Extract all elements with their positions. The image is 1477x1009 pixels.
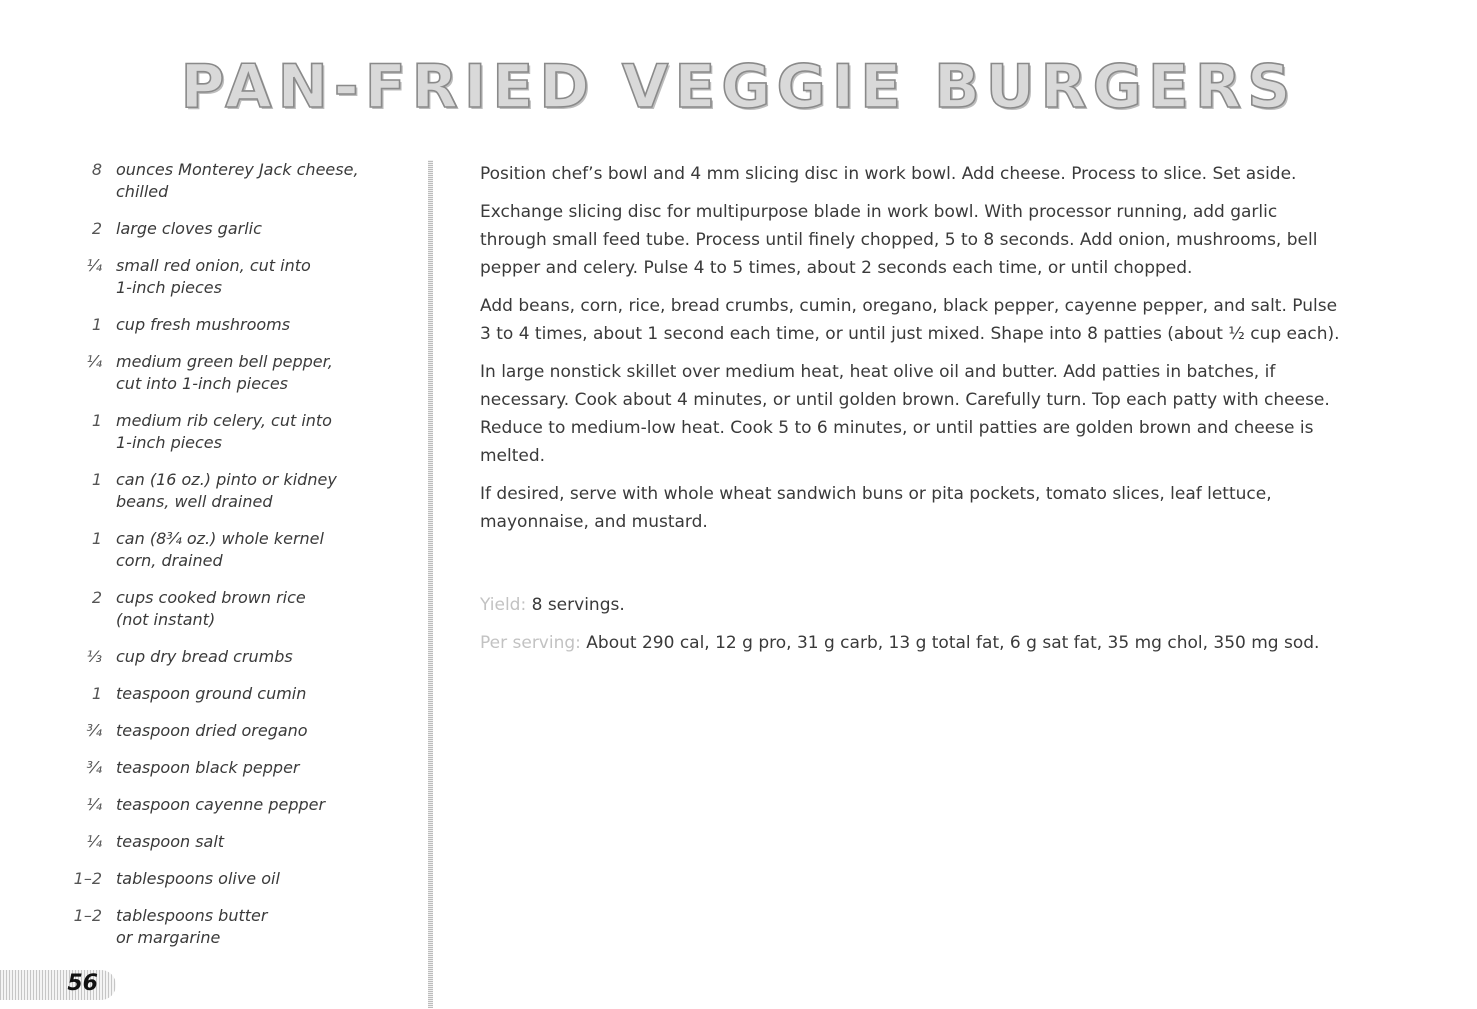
ingredient-text: medium rib celery, cut into 1-inch pieces: [116, 411, 332, 452]
ingredient-text: large cloves garlic: [116, 219, 262, 238]
ingredient-text: cups cooked brown rice (not instant): [116, 588, 306, 629]
ingredient-quantity: 1: [91, 315, 102, 334]
instruction-step: Add beans, corn, rice, bread crumbs, cumin, oregano, black pepper, cayenne pepper, and salt. Pulse 3 to 4 times, about 1 second each time, or until just mixed. Shape into 8 patties (about ½ cup each).: [480, 296, 1340, 344]
ingredient-text: can (8¾ oz.) whole kernel corn, drained: [116, 529, 324, 570]
ingredient-quantity: 1: [91, 684, 102, 703]
yield-label: Yield:: [480, 595, 527, 615]
page-title: PAN-FRIED VEGGIE BURGERS: [180, 52, 1297, 122]
ingredient-text: teaspoon black pepper: [116, 758, 300, 777]
ingredient-text: cup dry bread crumbs: [116, 647, 293, 666]
page-number: 56: [67, 971, 98, 996]
ingredient-quantity: ⅓: [86, 647, 102, 666]
nutrition-line: [480, 629, 1340, 657]
ingredient-quantity: 1–2: [73, 906, 102, 925]
ingredient-item: [60, 255, 420, 299]
ingredient-item: [60, 757, 420, 779]
instruction-step: If desired, serve with whole wheat sandwich buns or pita pockets, tomato slices, leaf lettuce, mayonnaise, and mustard.: [480, 484, 1272, 532]
ingredient-text: small red onion, cut into 1-inch pieces: [116, 256, 311, 297]
ingredient-item: [60, 794, 420, 816]
ingredient-quantity: ¾: [86, 758, 102, 777]
ingredient-quantity: 1: [91, 411, 102, 430]
ingredient-item: [60, 528, 420, 572]
ingredient-item: [60, 905, 420, 949]
yield-line: [480, 591, 1340, 619]
ingredient-text: teaspoon dried oregano: [116, 721, 308, 740]
instruction-step: In large nonstick skillet over medium heat, heat olive oil and butter. Add patties in batches, if necessary. Cook about 4 minutes, or until golden brown. Carefully turn. Top each patty with cheese. Reduce to medium-low heat. Cook 5 to 6 minutes, or until patties are golden brown and cheese is melted.: [480, 362, 1330, 466]
ingredient-item: [60, 646, 420, 668]
ingredient-text: can (16 oz.) pinto or kidney beans, well drained: [116, 470, 337, 511]
ingredient-item: [60, 410, 420, 454]
instruction-step: Position chef’s bowl and 4 mm slicing disc in work bowl. Add cheese. Process to slice. Set aside.: [480, 164, 1297, 184]
column-divider: [428, 160, 433, 1008]
page-number-tab: [0, 970, 116, 1000]
ingredient-quantity: ¼: [86, 832, 102, 851]
ingredient-quantity: 1: [91, 529, 102, 548]
ingredient-item: [60, 831, 420, 853]
ingredient-item: [60, 314, 420, 336]
ingredient-quantity: 1–2: [73, 869, 102, 888]
ingredient-text: tablespoons butter or margarine: [116, 906, 268, 947]
ingredient-item: [60, 351, 420, 395]
ingredient-item: [60, 159, 420, 203]
ingredient-text: cup fresh mushrooms: [116, 315, 291, 334]
ingredient-quantity: 2: [91, 588, 102, 607]
ingredient-quantity: ¾: [86, 721, 102, 740]
ingredient-text: tablespoons olive oil: [116, 869, 280, 888]
per-serving-value: About 290 cal, 12 g pro, 31 g carb, 13 g total fat, 6 g sat fat, 35 mg chol, 350 mg sod.: [586, 633, 1320, 653]
ingredient-quantity: 2: [91, 219, 102, 238]
ingredient-item: [60, 683, 420, 705]
ingredient-text: teaspoon salt: [116, 832, 225, 851]
per-serving-label: Per serving:: [480, 633, 581, 653]
ingredient-text: medium green bell pepper, cut into 1-inch pieces: [116, 352, 333, 393]
ingredient-item: [60, 218, 420, 240]
ingredient-item: [60, 868, 420, 890]
ingredient-item: [60, 587, 420, 631]
ingredient-text: ounces Monterey Jack cheese, chilled: [116, 160, 359, 201]
ingredient-quantity: 8: [91, 160, 102, 179]
ingredient-quantity: ¼: [86, 256, 102, 275]
ingredient-text: teaspoon cayenne pepper: [116, 795, 326, 814]
instructions: [480, 160, 1340, 667]
ingredient-text: teaspoon ground cumin: [116, 684, 307, 703]
instruction-step: Exchange slicing disc for multipurpose blade in work bowl. With processor running, add garlic through small feed tube. Process until finely chopped, 5 to 8 seconds. Add onion, mushrooms, bell pepper and celery. Pulse 4 to 5 times, about 2 seconds each time, or until chopped.: [480, 202, 1318, 278]
yield-value: 8 servings.: [531, 595, 625, 615]
ingredient-quantity: 1: [91, 470, 102, 489]
ingredient-item: [60, 469, 420, 513]
ingredient-item: [60, 720, 420, 742]
ingredient-quantity: ¼: [86, 352, 102, 371]
ingredient-quantity: ¼: [86, 795, 102, 814]
ingredients-list: [60, 159, 420, 964]
